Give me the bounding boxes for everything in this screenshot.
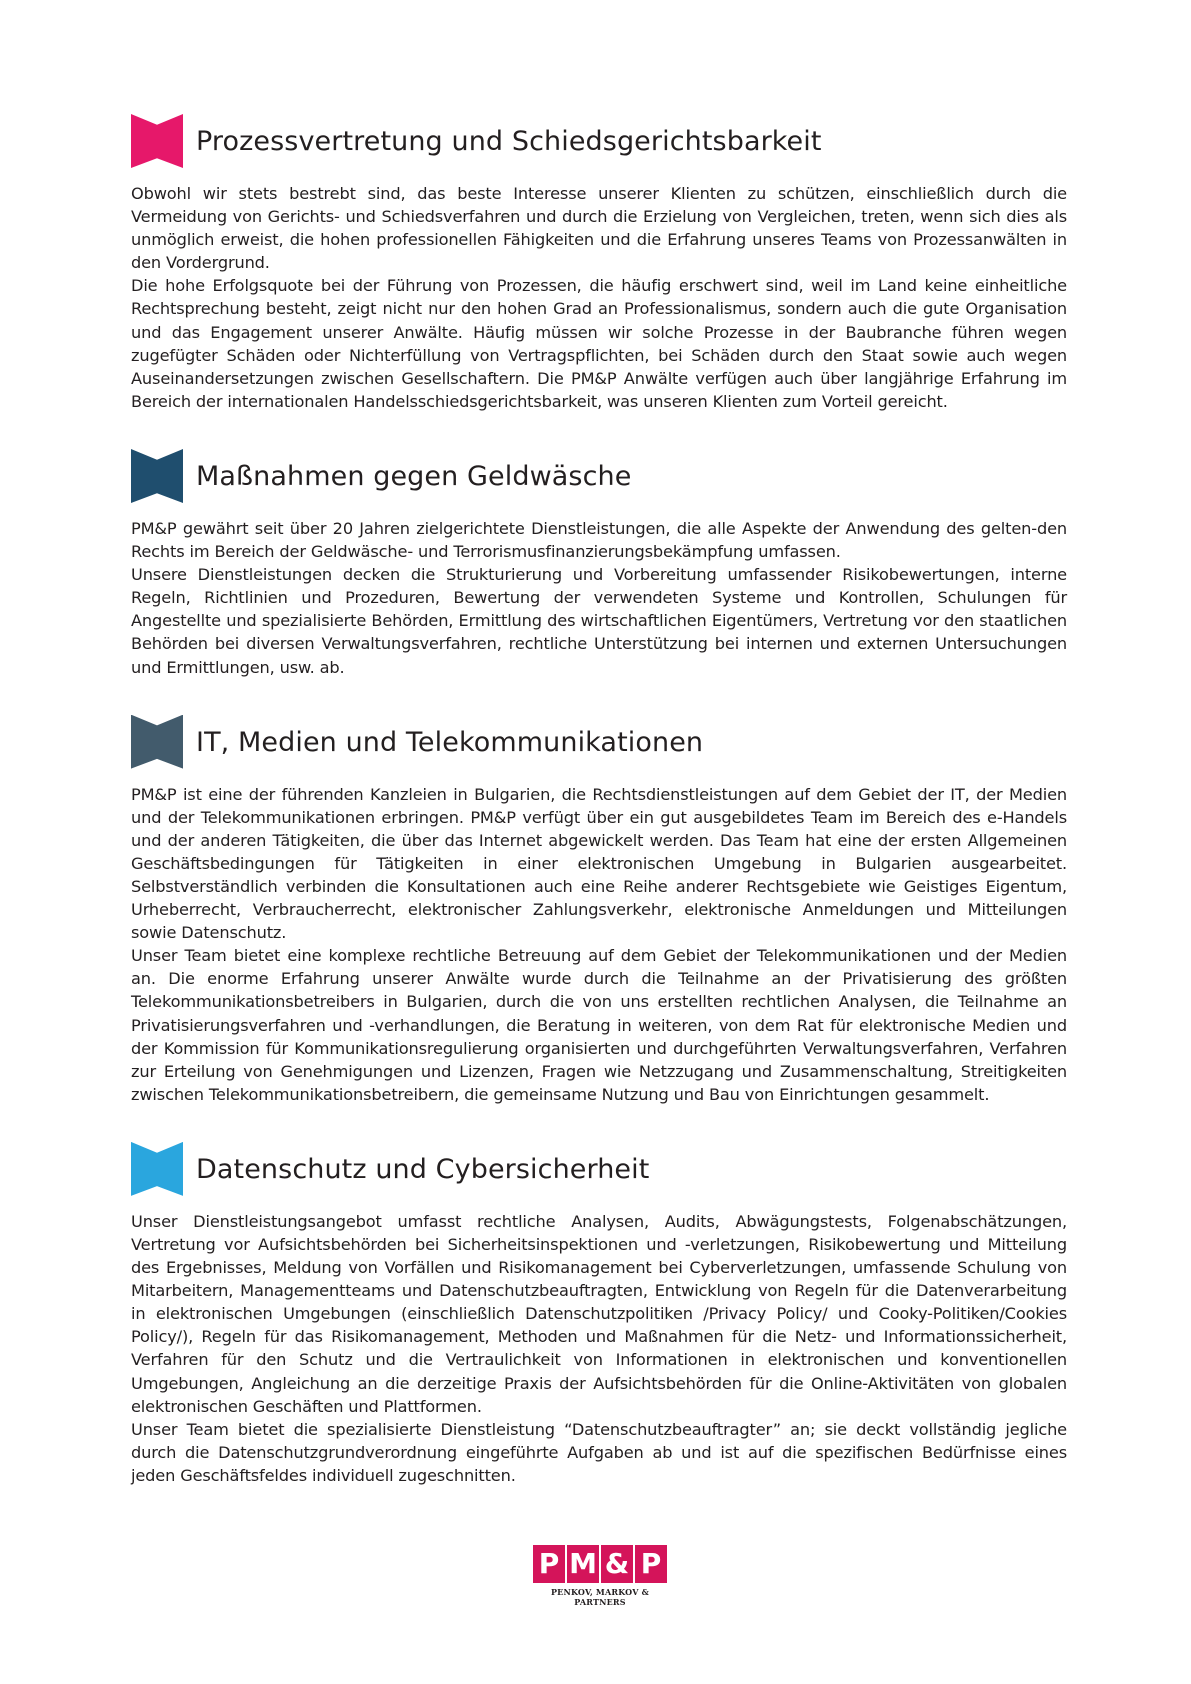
section-paragraph: Unser Team bietet die spezialisierte Dienstleistung “Datenschutzbeauftragter” an; sie deckt vollständig jegliche durch die Datenschutzgrundverordnung eingeführte Aufgaben ab und ist auf die spezifischen Bedürfnisse eines jeden Geschäftsfeldes individuell zugeschnitten.	[131, 1419, 1067, 1485]
pmp-logo	[533, 1545, 667, 1607]
logo-letter: P	[533, 1545, 565, 1583]
section-title: Maßnahmen gegen Geldwäsche	[196, 460, 632, 492]
section-paragraph: Unsere Dienstleistungen decken die Strukturierung und Vorbereitung umfassender Risikobewertungen, interne Regeln, Richtlinien und Prozeduren, Bewertung der verwendeten Systeme und Kontrollen, Schulungen für Angestellte und spezialisierte Behörden, Ermittlung des wirtschaftlichen Eigentümers, Vertretung vor den staatlichen Behörden bei diversen Verwaltungsverfahren, rechtliche Unterstützung bei internen und externen Untersuchungen und Ermittlungen, usw. ab.	[131, 565, 1067, 677]
bookmark-icon	[131, 449, 183, 503]
section-header	[131, 1140, 1067, 1196]
bookmark-icon	[131, 114, 183, 168]
section-anti-money-laundering	[131, 447, 1067, 679]
section-header	[131, 713, 1067, 769]
section-header	[131, 447, 1067, 503]
section-paragraph: Unser Team bietet eine komplexe rechtliche Betreuung auf dem Gebiet der Telekommunikationen und der Medien an. Die enorme Erfahrung unserer Anwälte wurde durch die Teilnahme an der Privatisierung des größten Telekommunikationsbetreibers in Bulgarien, durch die von uns erstellten rechtlichen Analysen, die Teilnahme an Privatisierungsverfahren und -verhandlungen, die Beratung in weiteren, von dem Rat für elektronische Medien und der Kommission für Kommunikationsregulierung organisierten und durchgeführten Verwaltungsverfahren, Verfahren zur Erteilung von Genehmigungen und Lizenzen, Fragen wie Netzzugang und Zusammenschaltung, Streitigkeiten zwischen Telekommunikationsbetreibern, die gemeinsame Nutzung und Bau von Einrichtungen gesammelt.	[131, 946, 1067, 1104]
section-header	[131, 112, 1067, 168]
section-litigation	[131, 112, 1067, 413]
logo-letter: P	[635, 1545, 667, 1583]
section-title: Prozessvertretung und Schiedsgerichtsbarkeit	[196, 126, 822, 157]
section-paragraph: PM&P ist eine der führenden Kanzleien in Bulgarien, die Rechtsdienstleistungen auf dem Gebiet der IT, der Medien und der Telekommunikationen erbringen. PM&P verfügt über ein gut ausgebildetes Team im Bereich des e-Handels und der anderen Tätigkeiten, die über das Internet abgewickelt werden. Das Team hat eine der ersten Allgemeinen Geschäftsbedingungen für Tätigkeiten in einer elektronischen Umgebung in Bulgarien ausgearbeitet. Selbstverständlich verbinden die Konsultationen auch eine Reihe anderer Rechtsgebiete wie Geistiges Eigentum, Urheberrecht, Verbraucherrecht, elektronischer Zahlungsverkehr, elektronische Anmeldungen und Mitteilungen sowie Datenschutz.	[131, 784, 1067, 943]
logo-letter-boxes	[533, 1545, 667, 1583]
section-data-protection	[131, 1140, 1067, 1487]
document-body	[131, 112, 1067, 1521]
section-paragraph: Die hohe Erfolgsquote bei der Führung von Prozessen, die häufig erschwert sind, weil im Land keine einheitliche Rechtsprechung besteht, zeigt nicht nur den hohen Grad an Professionalismus, sondern auch die gute Organisation und das Engagement unserer Anwälte. Häufig müssen wir solche Prozesse in der Baubranche führen wegen zugefügter Schäden oder Nichterfüllung von Vertragspflichten, bei Schäden durch den Staat sowie auch wegen Auseinandersetzungen zwischen Gesellschaftern. Die PM&P Anwälte verfügen auch über langjährige Erfahrung im Bereich der internationalen Handelsschiedsgerichtsbarkeit, was unseren Klienten zum Vorteil gereicht.	[131, 276, 1067, 411]
section-it-media-telecom	[131, 713, 1067, 1106]
logo-letter: &	[601, 1545, 633, 1583]
section-paragraph: Unser Dienstleistungsangebot umfasst rechtliche Analysen, Audits, Abwägungstests, Folgenabschätzungen, Vertretung vor Aufsichtsbehörden bei Sicherheitsinspektionen und -verletzungen, Risikobewertung und Mitteilung des Ergebnisses, Meldung von Vorfällen und Risikomanagement bei Cyberverletzungen, umfassende Schulung von Mitarbeitern, Managementteams und Datenschutzbeauftragten, Entwicklung von Regeln für die Datenverarbeitung in elektronischen Umgebungen (einschließlich Datenschutzpolitiken /Privacy Policy/ und Cooky-Politiken/Cookies Policy/), Regeln für das Risikomanagement, Methoden und Maßnahmen für die Netz- und Informationssicherheit, Verfahren für den Schutz und die Vertraulichkeit von Informationen in elektronischen und konventionellen Umgebungen, Angleichung an die derzeitige Praxis der Aufsichtsbehörden für die Online-Aktivitäten von globalen elektronischen Geschäften und Plattformen.	[131, 1211, 1067, 1416]
section-paragraph: Obwohl wir stets bestrebt sind, das beste Interesse unserer Klienten zu schützen, einschließlich durch die Vermeidung von Gerichts- und Schiedsverfahren und durch die Erzielung von Vergleichen, treten, wenn sich dies als unmöglich erweist, die hohen professionellen Fähigkeiten und die Erfahrung unseres Teams von Prozessanwälten in den Vordergrund.	[131, 184, 1067, 273]
bookmark-icon	[131, 1142, 183, 1196]
section-paragraph: PM&P gewährt seit über 20 Jahren zielgerichtete Dienstleistungen, die alle Aspekte der Anwendung des gelten-den Rechts im Bereich der Geldwäsche- und Terrorismusfinanzierungsbekämpfung umfassen.	[131, 518, 1067, 562]
logo-tagline: PENKOV, MARKOV & PARTNERS	[550, 1587, 650, 1607]
logo-letter: M	[567, 1545, 599, 1583]
bookmark-icon	[131, 715, 183, 769]
section-title: IT, Medien und Telekommunikationen	[196, 726, 704, 758]
section-title: Datenschutz und Cybersicherheit	[196, 1153, 650, 1185]
